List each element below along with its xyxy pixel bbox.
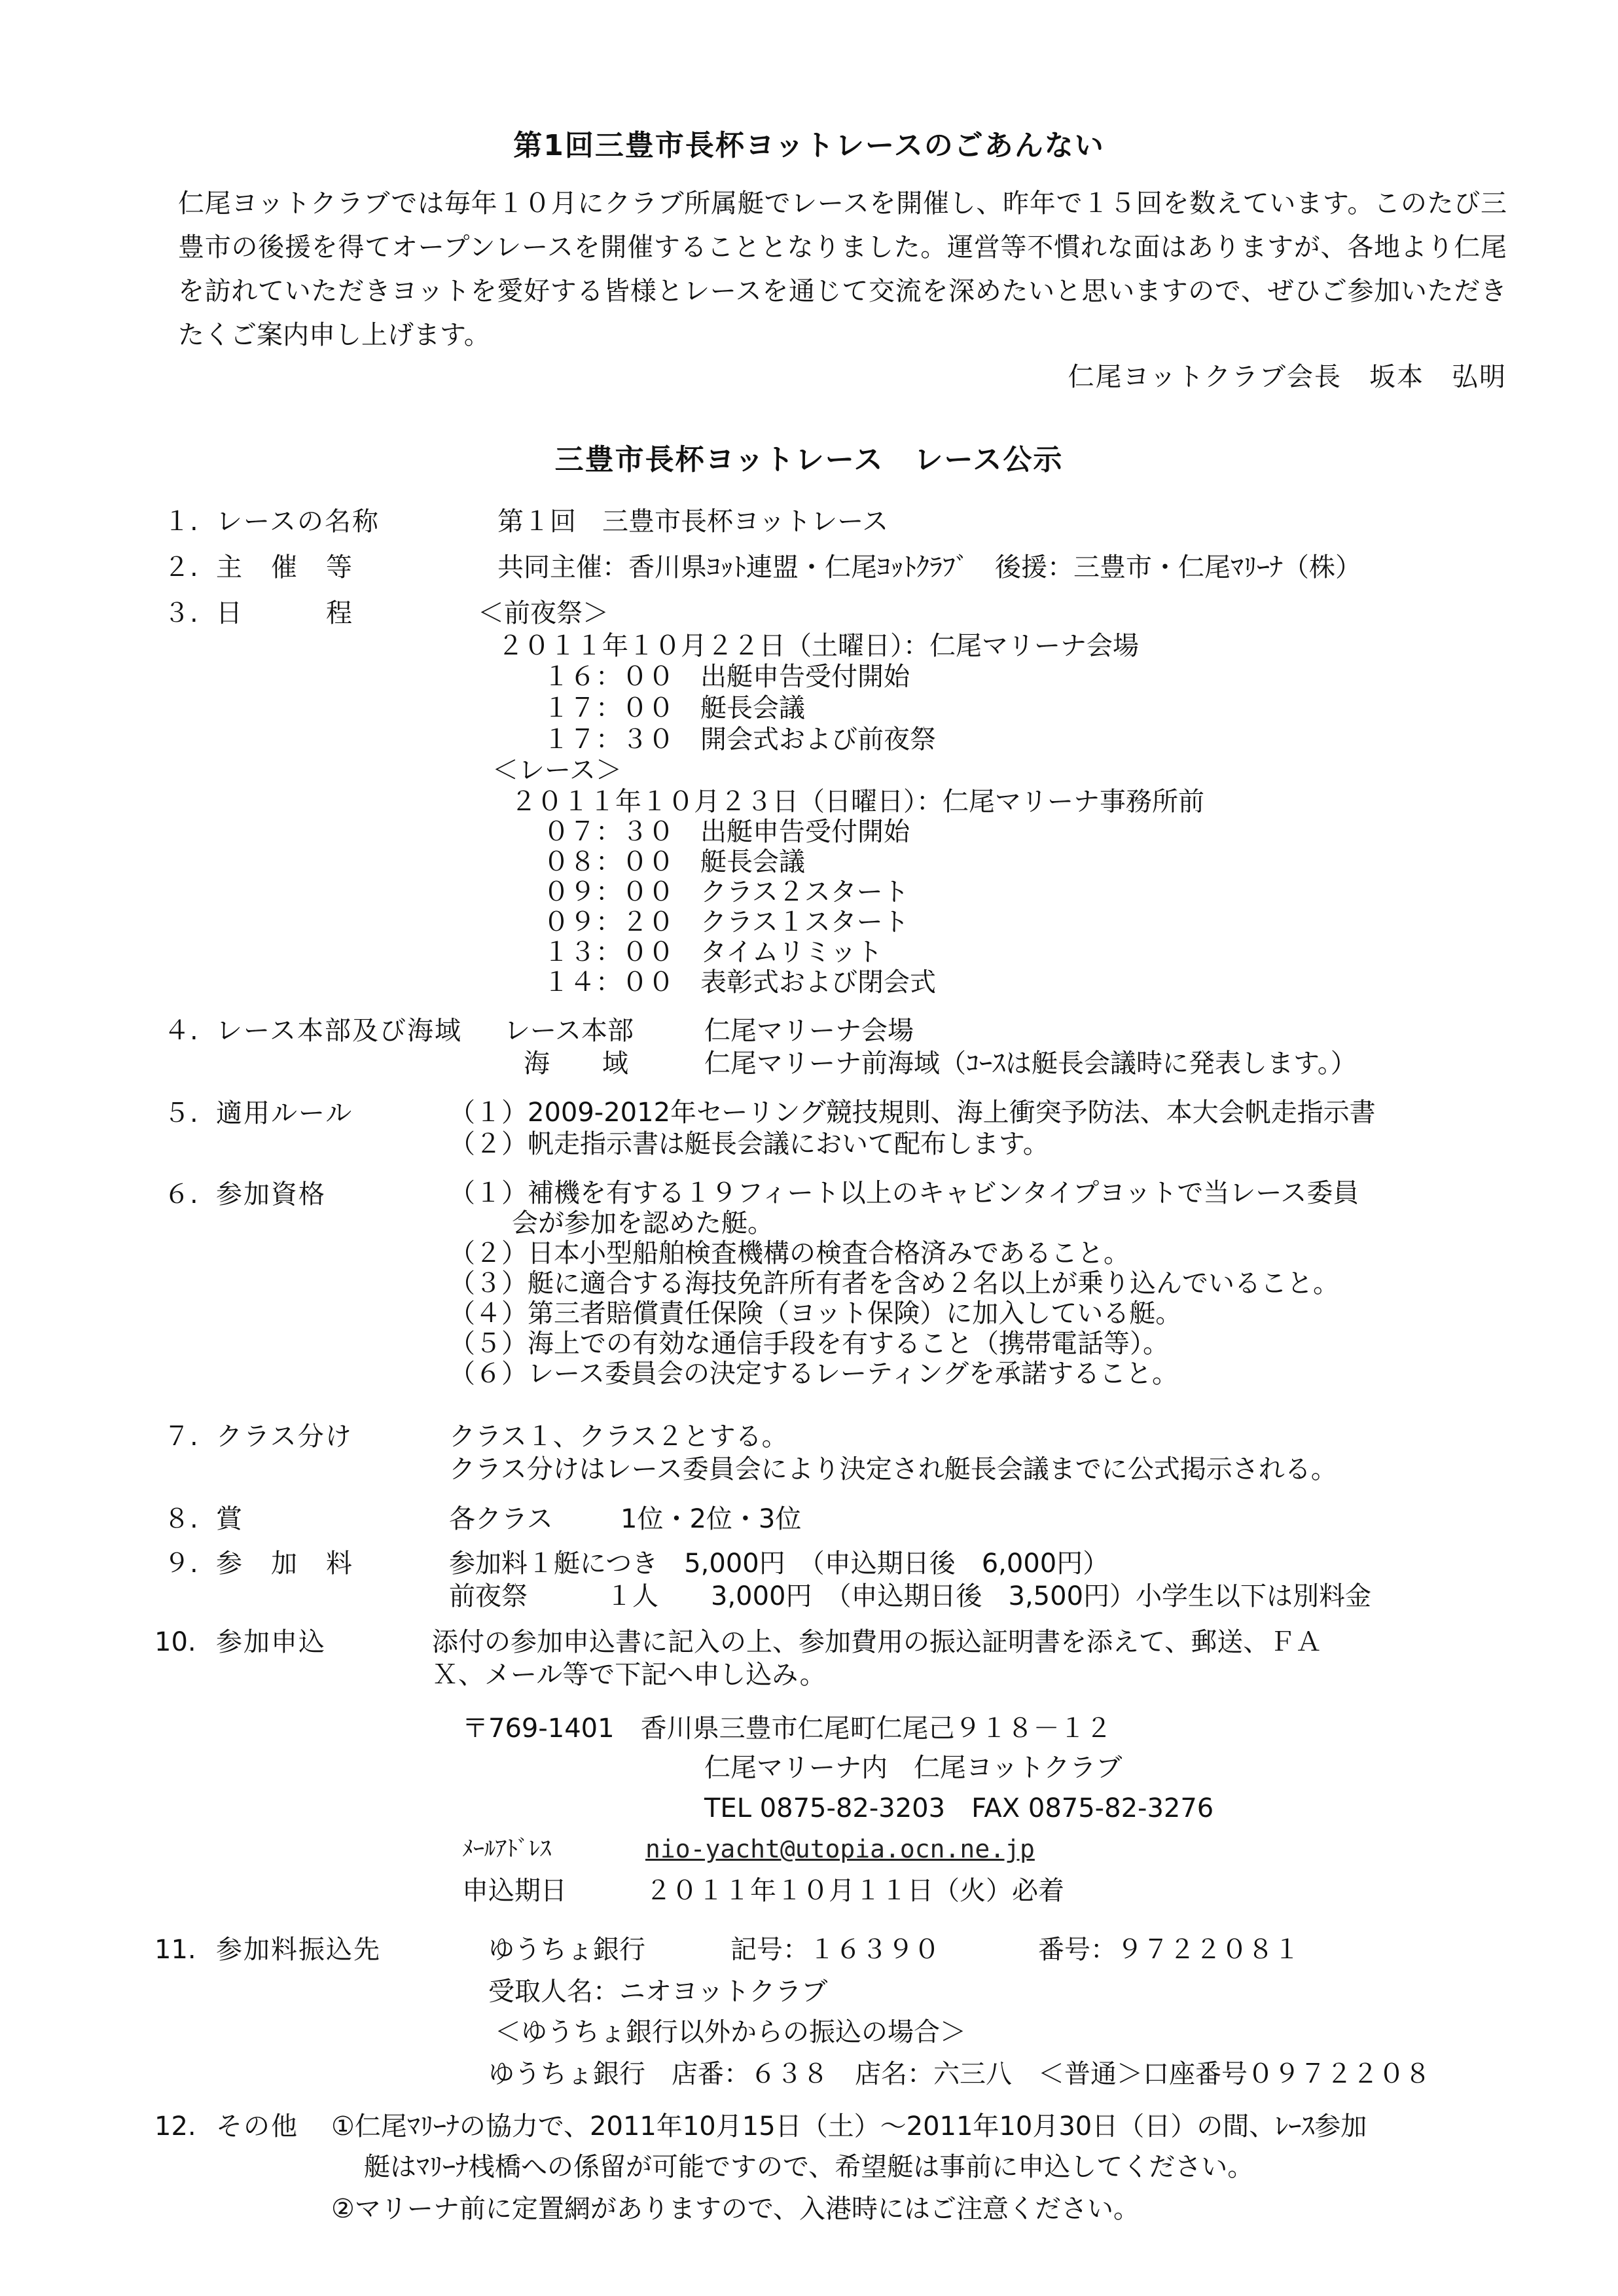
section-number: ７. <box>164 1422 198 1452</box>
eligibility-list <box>449 1178 1359 1389</box>
eve-date: ２０１１年１０月２２日（土曜日）：仁尾マリーナ会場 <box>497 631 1139 661</box>
signature: 仁尾ヨットクラブ会長 坂本 弘明 <box>1068 362 1507 392</box>
schedule-item: １７：００ 艇長会議 <box>543 693 805 723</box>
other-note: ②マリーナ前に定置網がありますので、入港時にはご注意ください。 <box>331 2194 1140 2224</box>
eligibility-item: （５）海上での有効な通信手段を有すること（携帯電話等）。 <box>449 1329 1169 1359</box>
section-label: 賞 <box>216 1504 243 1534</box>
tel-fax: TEL 0875-82-3203 FAX 0875-82-3276 <box>704 1793 1214 1823</box>
schedule-item: １７：３０ 開会式および前夜祭 <box>543 725 936 755</box>
race-date: ２０１１年１０月２３日（日曜日）：仁尾マリーナ事務所前 <box>511 787 1204 817</box>
application-line: Ｘ、メール等で下記へ申し込み。 <box>432 1660 826 1690</box>
section-number: ５. <box>164 1098 198 1128</box>
section-label: 参 加 料 <box>216 1549 353 1579</box>
section-label: 適用ルール <box>216 1098 353 1128</box>
race-schedule-list <box>543 817 936 997</box>
section-label: 主 催 等 <box>216 552 353 583</box>
eve-schedule-list <box>543 661 936 755</box>
eve-header: ＜前夜祭＞ <box>478 598 609 628</box>
other-note: ①仁尾ﾏﾘｰﾅの協力で、2011年10月15日（土）～2011年10月30日（日）の間、ﾚｰｽ参加 <box>331 2111 1367 2142</box>
hq-label: レース本部 <box>504 1016 634 1046</box>
eligibility-item: （４）第三者賠償責任保険（ヨット保険）に加入している艇。 <box>449 1299 1182 1329</box>
section-label: 参加料振込先 <box>216 1935 381 1965</box>
application-line: 添付の参加申込書に記入の上、参加費用の振込証明書を添えて、郵送、ＦＡ <box>432 1627 1322 1657</box>
organization: 仁尾マリーナ内 仁尾ヨットクラブ <box>704 1753 1123 1783</box>
hq-value: 仁尾マリーナ会場 <box>704 1016 914 1046</box>
eligibility-item: （２）日本小型船舶検査機構の検査合格済みであること。 <box>449 1238 1130 1268</box>
section-label: 日 程 <box>216 598 353 628</box>
other-bank-header: ＜ゆうちょ銀行以外からの振込の場合＞ <box>495 2017 966 2047</box>
eligibility-item: （１）補機を有する１９フィート以上のキャビンタイプヨットで当レース委員 <box>449 1178 1359 1208</box>
mail-label: ﾒｰﾙｱﾄﾞﾚｽ <box>462 1836 551 1862</box>
schedule-item: ０７：３０ 出艇申告受付開始 <box>543 817 910 847</box>
section-label: レース本部及び海域 <box>216 1016 462 1046</box>
schedule-item: １４：００ 表彰式および閉会式 <box>543 967 936 997</box>
bank-symbol: 記号：１６３９０ <box>730 1935 940 1965</box>
section-number: ２. <box>164 552 198 583</box>
other-note-continued: 艇はﾏﾘｰﾅ桟橋への係留が可能ですので、希望艇は事前に申込してください。 <box>364 2152 1254 2182</box>
page-title: 第1回三豊市長杯ヨットレースのごあんない <box>513 129 1105 162</box>
classes-line: クラス分けはレース委員会により決定され艇長会議までに公式掲示される。 <box>449 1454 1337 1484</box>
section-number: 12. <box>154 2111 196 2142</box>
deadline-label: 申込期日 <box>462 1876 567 1906</box>
other-bank-detail: ゆうちょ銀行 店番：６３８ 店名：六三八 ＜普通＞口座番号０９７２２０８ <box>488 2059 1431 2089</box>
prize-category: 各クラス <box>449 1504 553 1534</box>
classes-line: クラス１、クラス２とする。 <box>449 1422 788 1452</box>
schedule-item: １６：００ 出艇申告受付開始 <box>543 662 910 692</box>
subtitle: 三豊市長杯ヨットレース レース公示 <box>554 443 1064 476</box>
area-value: 仁尾マリーナ前海域（ｺｰｽは艇長会議時に発表します。） <box>704 1049 1357 1079</box>
section-label: クラス分け <box>216 1422 353 1452</box>
prize-value: 1位・2位・3位 <box>620 1504 802 1534</box>
section-number: 10. <box>154 1627 196 1657</box>
rules-item: （１）2009-2012年セーリング競技規則、海上衝突予防法、本大会帆走指示書 <box>449 1098 1376 1128</box>
section-number: ４. <box>164 1016 198 1046</box>
bank-name: ゆうちょ銀行 <box>488 1935 645 1965</box>
deadline-value: ２０１１年１０月１１日（火）必着 <box>645 1876 1064 1906</box>
eligibility-item: （６）レース委員会の決定するレーティングを承諾すること。 <box>449 1359 1178 1389</box>
race-header: ＜レース＞ <box>492 755 622 785</box>
section-number: ８. <box>164 1504 198 1534</box>
schedule-item: ０９：２０ クラス１スタート <box>543 907 909 937</box>
postal-address: 〒769-1401 香川県三豊市仁尾町仁尾己９１８－１２ <box>462 1713 1112 1744</box>
schedule-item: １３：００ タイムリミット <box>543 937 883 967</box>
section-label: その他 <box>216 2111 298 2142</box>
section-number: ９. <box>164 1549 198 1579</box>
section-value: 第１回 三豊市長杯ヨットレース <box>497 507 889 537</box>
section-number: ３. <box>164 598 198 628</box>
mail-address-link[interactable]: nio-yacht@utopia.ocn.ne.jp <box>645 1835 1035 1863</box>
section-number: 11. <box>154 1935 196 1965</box>
section-label: 参加申込 <box>216 1627 326 1657</box>
bank-account-number: 番号：９７２２０８１ <box>1038 1935 1300 1965</box>
rules-item: （２）帆走指示書は艇長会議において配布します。 <box>449 1129 1049 1159</box>
section-value: 共同主催：香川県ﾖｯﾄ連盟・仁尾ﾖｯﾄｸﾗﾌﾞ 後援：三豊市・仁尾ﾏﾘｰﾅ（株） <box>497 552 1361 583</box>
eligibility-item: （３）艇に適合する海技免許所有者を含め２名以上が乗り込んでいること。 <box>449 1268 1339 1299</box>
section-number: ６. <box>164 1179 198 1210</box>
eligibility-item-continued: 会が参加を認めた艇。 <box>512 1208 774 1238</box>
fee-line: 前夜祭 １人 3,000円 （申込期日後 3,500円）小学生以下は別料金 <box>449 1581 1372 1611</box>
fee-line: 参加料１艇につき 5,000円 （申込期日後 6,000円） <box>449 1549 1109 1579</box>
rules-list <box>449 1097 1376 1160</box>
recipient-name: 受取人名：ニオヨットクラブ <box>488 1977 828 2007</box>
schedule-item: ０９：００ クラス２スタート <box>543 877 909 907</box>
section-number: １. <box>164 507 198 537</box>
section-label: 参加資格 <box>216 1179 326 1210</box>
intro-paragraph: 仁尾ヨットクラブでは毎年１０月にクラブ所属艇でレースを開催し、昨年で１５回を数えています。このたび三豊市の後援を得てオープンレースを開催することとなりました。運営等不慣れな面はありますが、各地より仁尾を訪れていただきヨットを愛好する皆様とレースを通じて交流を深めたいと思いますので、ぜひご参加いただきたくご案内申し上げます。 <box>178 188 1507 350</box>
section-label: レースの名称 <box>216 507 380 537</box>
area-label: 海 域 <box>524 1049 628 1079</box>
schedule-item: ０８：００ 艇長会議 <box>543 847 805 877</box>
